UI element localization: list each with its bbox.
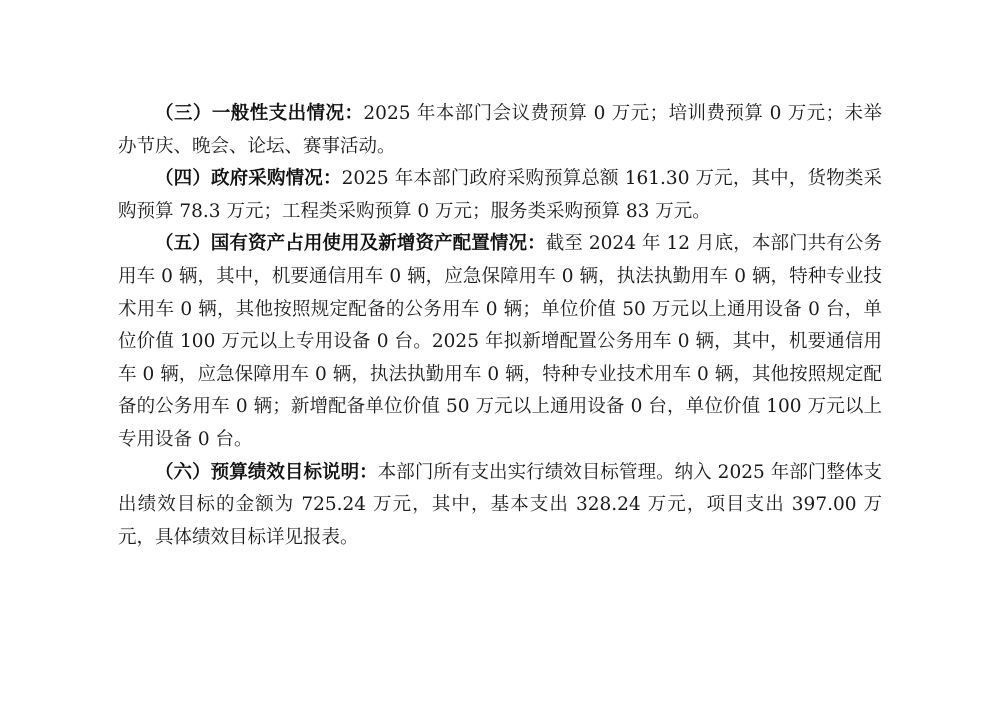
section-heading: （三）一般性支出情况：: [155, 103, 364, 124]
section-heading: （五）国有资产占用使用及新增资产配置情况：: [155, 233, 546, 255]
section-body: 本部门所有支出实行绩效目标管理。纳入 2025 年部门整体支出绩效目标的金额为 725.24 万元，其中，基本支出 328.24 万元，项目支出 397.00 万元，具体绩效目标详见报表。: [118, 461, 882, 548]
section-government-procurement: [118, 163, 882, 228]
section-body: 截至 2024 年 12 月底，本部门共有公务用车 0 辆，其中，机要通信用车 0 辆，应急保障用车 0 辆，执法执勤用车 0 辆，特种专业技术用车 0 辆，其他按照规定配备的公务用车 0 辆；单位价值 50 万元以上通用设备 0 台，单位价值 100 万元以上专用设备 0 台。2025 年拟新增配置公务用车 0 辆，其中，机要通信用车 0 辆，应急保障用车 0 辆，执法执勤用车 0 辆，特种专业技术用车 0 辆，其他按照规定配备的公务用车 0 辆；新增配备单位价值 50 万元以上通用设备 0 台，单位价值 100 万元以上专用设备 0 台。: [118, 233, 882, 450]
section-state-assets: [118, 228, 882, 456]
section-body: 2025 年本部门政府采购预算总额 161.30 万元，其中，货物类采购预算 78.3 万元；工程类采购预算 0 万元；服务类采购预算 83 万元。: [118, 168, 882, 222]
section-heading: （六）预算绩效目标说明：: [155, 461, 378, 483]
section-heading: （四）政府采购情况：: [155, 168, 342, 190]
section-general-expenditure: [118, 98, 882, 163]
document-page: [118, 98, 882, 554]
section-body: 2025 年本部门会议费预算 0 万元；培训费预算 0 万元；未举办节庆、晚会、论坛、赛事活动。: [118, 103, 882, 157]
section-performance-targets: [118, 457, 882, 555]
